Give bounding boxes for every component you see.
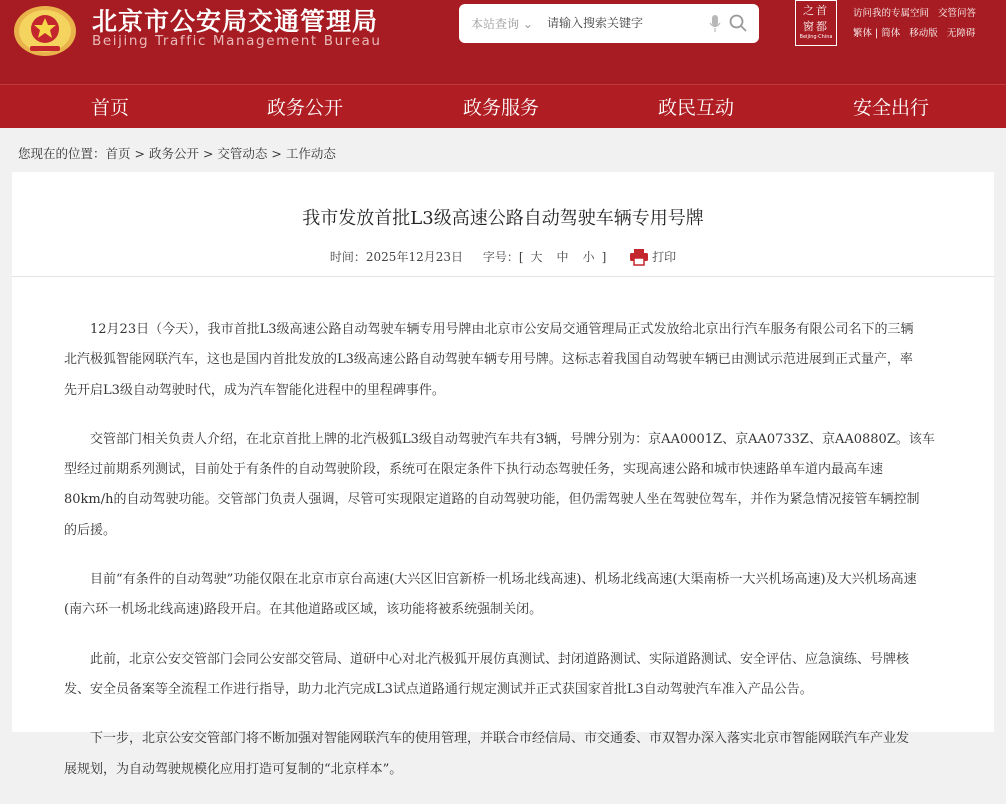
logo-chars-top: 之首	[803, 4, 829, 17]
breadcrumb-separator: >	[198, 146, 218, 161]
paragraph	[64, 425, 942, 546]
time-label: 时间：	[329, 250, 366, 264]
capital-of-china-logo[interactable]	[795, 0, 837, 46]
paragraph-line: (南六环一机场北线高速)路段开启。在其他道路或区域，该功能将被系统强制关闭。	[64, 602, 543, 618]
breadcrumb-label: 您现在的位置：	[18, 146, 106, 161]
paragraph-line: 的后援。	[64, 522, 117, 538]
paragraph	[64, 565, 942, 626]
paragraph-line: 北汽极狐智能网联汽车，这也是国内首批发放的L3级高速公路自动驾驶车辆专用号牌。这标志着我国自动驾驶车辆已由测试示范进展到正式量产，率	[64, 352, 913, 368]
paragraph-line: 先开启L3级自动驾驶时代，成为汽车智能化进程中的里程碑事件。	[64, 382, 445, 398]
breadcrumb-work-news[interactable]: 工作动态	[285, 146, 336, 161]
nav-item-government-affairs[interactable]: 政务公开	[266, 97, 343, 119]
language-toggle-link[interactable]: 繁体 | 简体	[853, 28, 901, 39]
nav-item-public-interaction[interactable]: 政民互动	[657, 97, 734, 119]
print-label: 打印	[652, 250, 677, 264]
breadcrumb-separator: >	[267, 146, 286, 161]
paragraph-line: 发、安全员备案等全流程工作进行指导，助力北汽完成L3试点道路通行规定测试并正式获国家首批L3自动驾驶汽车准入产品公告。	[64, 681, 813, 697]
top-links	[853, 4, 1003, 44]
site-subtitle: Beijing Traffic Management Bureau	[92, 33, 382, 49]
breadcrumb-government-affairs[interactable]: 政务公开	[148, 146, 199, 161]
breadcrumb-separator: >	[130, 146, 149, 161]
paragraph-line: 下一步，北京公安交管部门将不断加强对智能网联汽车的使用管理，并联合市经信局、市交通委、市双智办深入落实北京市智能网联汽车产业发	[64, 731, 910, 747]
nav-item-safe-travel[interactable]: 安全出行	[852, 97, 929, 119]
police-emblem-icon[interactable]	[12, 4, 78, 58]
publish-date: 2025年12月23日	[365, 250, 463, 264]
bracket-open: [	[518, 250, 524, 264]
nav-item-government-services[interactable]: 政务服务	[462, 97, 539, 119]
paragraph-line: 12月23日（今天），我市首批L3级高速公路自动驾驶车辆专用号牌由北京市公安局交通管理局正式发放给北京出行汽车服务有限公司名下的三辆	[64, 322, 914, 337]
nav-item-home[interactable]: 首页	[90, 97, 129, 119]
paragraph	[64, 315, 942, 406]
accessibility-link[interactable]: 无障碍	[946, 28, 976, 39]
main-nav	[0, 84, 1006, 128]
font-size-medium-button[interactable]: 中	[556, 250, 569, 264]
printer-icon	[630, 249, 648, 265]
paragraph-line: 展规划，为自动驾驶规模化应用打造可复制的“北京样本”。	[64, 761, 403, 777]
search-box	[459, 4, 759, 43]
font-size-small-button[interactable]: 小	[582, 250, 595, 264]
paragraph-line: 80km/h的自动驾驶功能。交管部门负责人强调，尽管可实现限定道路的自动驾驶功能，但仍需驾驶人坐在驾驶位驾车，并作为紧急情况接管车辆控制	[64, 492, 920, 508]
paragraph-line: 此前，北京公安交管部门会同公安部交管局、道研中心对北汽极狐开展仿真测试、封闭道路测试、实际道路测试、安全评估、应急演练、号牌核	[64, 651, 910, 667]
paragraph-line: 交管部门相关负责人介绍，在北京首批上牌的北汽极狐L3级自动驾驶汽车共有3辆，号牌分别为：京AA0001Z、京AA0733Z、京AA0880Z。该车	[64, 431, 935, 447]
logo-caption: Beijing·China	[799, 34, 833, 40]
paragraph-line: 目前“有条件的自动驾驶”功能仅限在北京市京台高速(大兴区旧宫新桥一机场北线高速)、机场北线高速(大渠南桥一大兴机场高速)及大兴机场高速	[64, 572, 917, 588]
article-meta	[12, 248, 994, 265]
personal-space-link[interactable]: 访问我的专属空间	[853, 8, 930, 19]
search-icon[interactable]	[729, 14, 747, 32]
font-size-label: 字号：	[482, 250, 519, 264]
article-body	[64, 315, 942, 804]
faq-link[interactable]: 交管问答	[938, 8, 977, 19]
search-input[interactable]	[547, 12, 697, 34]
print-button[interactable]	[626, 250, 676, 264]
mobile-version-link[interactable]: 移动版	[909, 28, 938, 39]
paragraph	[64, 724, 942, 785]
font-size-large-button[interactable]: 大	[530, 250, 543, 264]
article-title: 我市发放首批L3级高速公路自动驾驶车辆专用号牌	[302, 208, 704, 229]
breadcrumb-home[interactable]: 首页	[105, 146, 131, 161]
search-scope-select[interactable]: 本站查询 ⌄	[471, 17, 533, 31]
site-title[interactable]: 北京市公安局交通管理局	[92, 7, 379, 36]
bracket-close: ]	[601, 250, 607, 264]
divider	[12, 276, 994, 277]
paragraph-line: 型经过前期系列测试，目前处于有条件的自动驾驶阶段，系统可在限定条件下执行动态驾驶任务，实现高速公路和城市快速路单车道内最高车速	[64, 462, 884, 478]
microphone-icon[interactable]	[709, 15, 721, 32]
logo-chars-bottom: 窗都	[803, 20, 829, 33]
site-header	[0, 0, 1006, 84]
article-panel	[12, 172, 994, 777]
paragraph	[64, 645, 942, 706]
breadcrumb	[18, 144, 336, 162]
breadcrumb-traffic-news[interactable]: 交管动态	[217, 146, 268, 161]
